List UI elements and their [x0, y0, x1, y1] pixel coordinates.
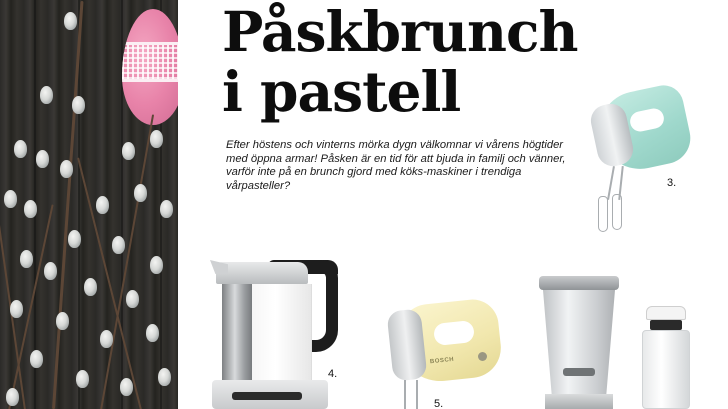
title-line-2: i pastell	[222, 59, 461, 124]
brand-mark: BOSCH	[429, 356, 455, 366]
blender-image	[535, 276, 623, 409]
product-number-3: 3.	[667, 177, 677, 189]
hand-mixer-cream-image	[386, 296, 506, 409]
product-number-4: 4.	[328, 368, 338, 380]
page-title	[222, 2, 622, 122]
title-line-1: Påskbrunch	[222, 0, 578, 64]
product-number-5: 5.	[434, 398, 444, 409]
electric-kettle-image	[208, 256, 344, 409]
bottle-blender-image	[636, 306, 696, 409]
willow-photo	[0, 0, 178, 409]
intro-paragraph: Efter höstens och vinterns mörka dygn välkomnar vi vårens högtider med öppna armar! Påsken är en tid för att bjuda in familj och vänner, varför inte på en brunch gjord med köks-maskiner i trendiga vårpasteller?	[226, 139, 566, 192]
easter-egg-image	[122, 9, 178, 125]
hand-mixer-mint-image	[586, 82, 698, 242]
